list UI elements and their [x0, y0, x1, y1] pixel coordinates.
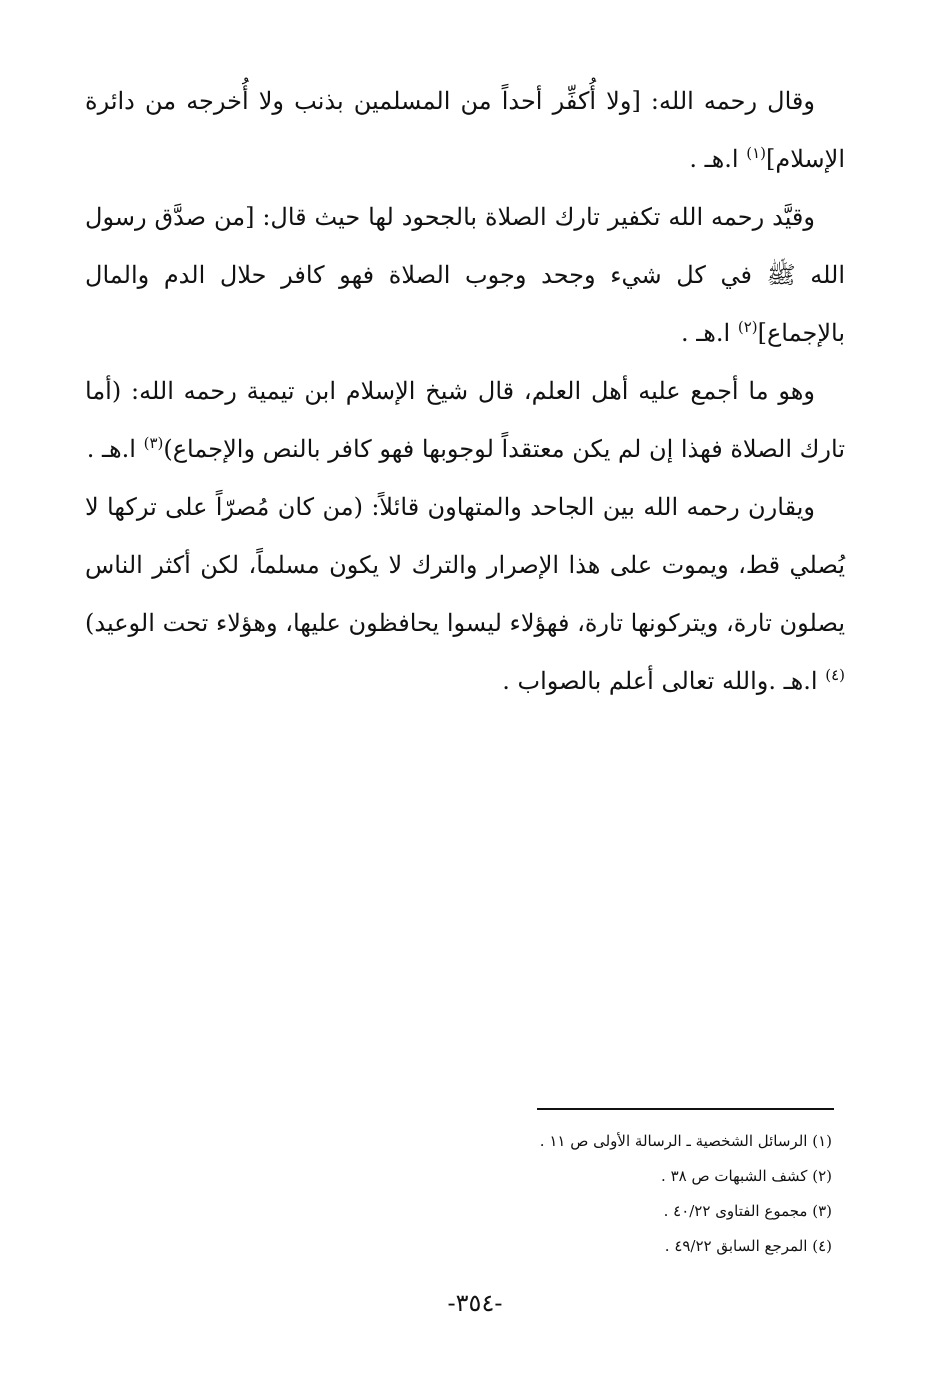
footnote-ref-3: (٣): [143, 434, 164, 452]
paragraph-1-text: وقال رحمه الله: [ولا أُكفِّر أحداً من المسلمين بذنب ولا أُخرجه من دائرة الإسلام]: [85, 87, 845, 173]
page-number: -٣٥٤-: [447, 1289, 503, 1317]
footnote-ref-2: (٢): [737, 318, 758, 336]
footnote-4: (٤) المرجع السابق ٤٩/٢٢ .: [664, 1237, 832, 1255]
paragraph-2: [85, 188, 845, 362]
paragraph-3-end: ا.هـ .: [86, 435, 144, 463]
paragraph-2-text: وقيَّد رحمه الله تكفير تارك الصلاة بالجحود لها حيث قال: [من صدَّق رسول الله ﷺ في كل شيء وجحد وجوب الصلاة فهو كافر حلال الدم والمال بالإجماع]: [85, 203, 845, 347]
paragraph-3-text: وهو ما أجمع عليه أهل العلم، قال شيخ الإسلام ابن تيمية رحمه الله: (أما تارك الصلاة فهذا إن لم يكن معتقداً لوجوبها فهو كافر بالنص والإجماع): [85, 377, 845, 463]
paragraph-3: [85, 362, 845, 478]
main-text: [85, 72, 845, 710]
paragraph-1: [85, 72, 845, 188]
footnote-1: (١) الرسائل الشخصية ـ الرسالة الأولى ص ١١ .: [539, 1132, 832, 1150]
paragraph-4-end: ا.هـ .والله تعالى أعلم بالصواب .: [502, 667, 826, 695]
paragraph-1-end: ا.هـ .: [689, 145, 747, 173]
footnote-ref-1: (١): [746, 144, 766, 162]
footnotes: [400, 1124, 832, 1264]
paragraph-2-end: ا.هـ .: [680, 319, 738, 347]
footnote-2: (٢) كشف الشبهات ص ٣٨ .: [661, 1167, 832, 1185]
footnote-ref-4: (٤): [825, 666, 845, 684]
paragraph-4: [85, 478, 845, 710]
footnote-separator: [537, 1108, 834, 1110]
paragraph-4-text: ويقارن رحمه الله بين الجاحد والمتهاون قائلاً: (من كان مُصرّاً على تركها لا يُصلي قط، ويموت على هذا الإصرار والترك لا يكون مسلماً، لكن أكثر الناس يصلون تارة، ويتركونها تارة، فهؤلاء ليسوا يحافظون عليها، وهؤلاء تحت الوعيد): [85, 493, 845, 637]
footnote-3: (٣) مجموع الفتاوى ٤٠/٢٢ .: [663, 1202, 832, 1220]
